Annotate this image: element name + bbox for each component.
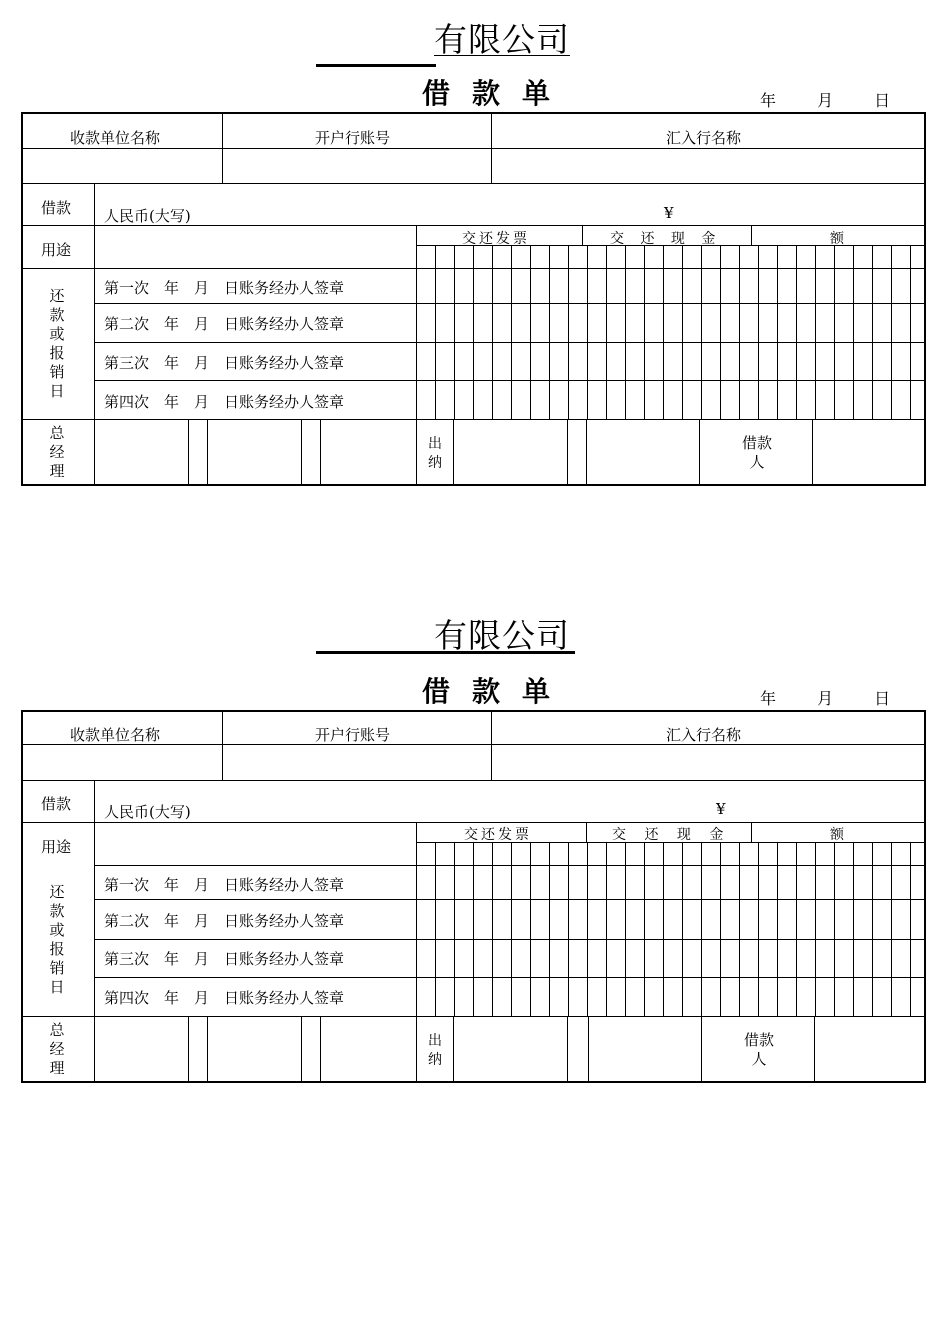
receiving-bank-field[interactable] (494, 151, 923, 181)
bank-account-field[interactable] (225, 747, 489, 777)
amount-header: 额 (830, 827, 844, 843)
repayment-date-label: 还款或报销日 (49, 287, 65, 400)
borrower-label: 借款人 (743, 1031, 774, 1068)
bank-account-field[interactable] (225, 151, 489, 181)
receiving-bank-field[interactable] (494, 747, 923, 777)
borrower-label: 借款人 (741, 434, 772, 471)
bank-account-header: 开户行账号 (315, 129, 391, 147)
return-cash-header: 交 还 现 金 (612, 827, 731, 843)
loan-label: 借款 (41, 795, 72, 813)
repayment-date-label: 还款或报销日 (49, 883, 65, 996)
purpose-label: 用途 (41, 838, 72, 856)
yen-symbol: ¥ (664, 204, 674, 222)
repayment-row-1: 第一次 年 月 日账务经办人签章 (104, 279, 345, 297)
repayment-row-4: 第四次 年 月 日账务经办人签章 (104, 989, 345, 1007)
loan-form-2 (0, 598, 950, 1098)
date-label: 年 月 日 (760, 91, 909, 110)
company-name-blank[interactable] (316, 64, 436, 67)
payee-name-field[interactable] (24, 747, 220, 777)
amount-header: 额 (830, 231, 844, 247)
repayment-row-4: 第四次 年 月 日账务经办人签章 (104, 393, 345, 411)
cashier-label: 出纳 (428, 1033, 442, 1068)
loan-form-1 (0, 0, 950, 500)
return-invoice-header: 交还发票 (464, 827, 532, 843)
return-cash-header: 交 还 现 金 (610, 231, 722, 247)
payee-name-header: 收款单位名称 (70, 726, 161, 744)
loan-label: 借款 (41, 199, 72, 217)
rmb-uppercase-label: 人民币(大写) (104, 803, 191, 821)
form-title: 借款单 (422, 675, 573, 708)
cashier-label: 出纳 (428, 436, 442, 471)
purpose-label: 用途 (41, 241, 72, 259)
receiving-bank-header: 汇入行名称 (666, 726, 742, 744)
receiving-bank-header: 汇入行名称 (666, 129, 742, 147)
repayment-row-3: 第三次 年 月 日账务经办人签章 (104, 354, 345, 372)
general-manager-label: 总经理 (49, 1021, 65, 1077)
yen-symbol: ¥ (716, 800, 726, 818)
repayment-row-1: 第一次 年 月 日账务经办人签章 (104, 876, 345, 894)
repayment-row-2: 第二次 年 月 日账务经办人签章 (104, 315, 345, 333)
repayment-row-3: 第三次 年 月 日账务经办人签章 (104, 950, 345, 968)
date-label: 年 月 日 (760, 689, 909, 708)
payee-name-header: 收款单位名称 (70, 129, 161, 147)
general-manager-label: 总经理 (49, 424, 65, 480)
company-title: 有限公司 (434, 20, 570, 59)
repayment-row-2: 第二次 年 月 日账务经办人签章 (104, 912, 345, 930)
return-invoice-header: 交还发票 (462, 231, 530, 247)
form-title: 借款单 (422, 77, 573, 110)
company-title: 有限公司 (434, 616, 570, 655)
bank-account-header: 开户行账号 (315, 726, 391, 744)
payee-name-field[interactable] (24, 151, 220, 181)
rmb-uppercase-label: 人民币(大写) (104, 207, 191, 225)
